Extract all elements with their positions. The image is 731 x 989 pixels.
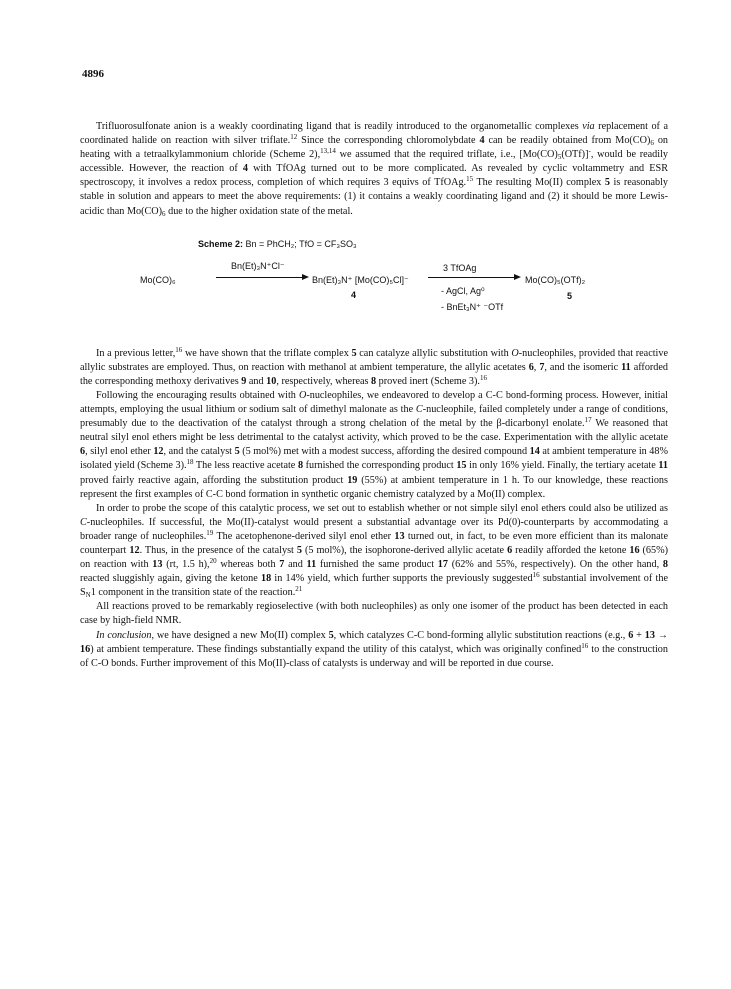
citation-ref: 12 bbox=[290, 133, 298, 142]
reactant-formula: Mo(CO)₆ bbox=[140, 274, 176, 285]
compound-number: 13 bbox=[394, 530, 405, 542]
text-span: furnished the same product bbox=[316, 559, 438, 571]
citation-ref: 20 bbox=[209, 557, 217, 566]
compound-number: 5 bbox=[604, 177, 610, 189]
text-span: (5 mol%) met with a modest success, affording the desired compound bbox=[239, 446, 530, 458]
text-span: (rt, 1.5 h), bbox=[162, 559, 210, 571]
text-span: (62% and 55%, respectively). On the other hand, bbox=[447, 559, 663, 571]
text-span: Following the encouraging results obtained with bbox=[96, 389, 299, 401]
text-span: with TfOAg turned out to be more complicated. As revealed by cyclic voltammetry and ESR spectroscopy, it involves a redox process, completion of which requires 3 equivs of TfOAg. bbox=[80, 163, 668, 189]
paragraph-3 bbox=[80, 389, 668, 502]
citation-ref: 16 bbox=[581, 641, 589, 650]
text-span: replacement of a coordinated halide on reaction with silver triflate. bbox=[80, 121, 668, 147]
text-span: , respectively, whereas bbox=[276, 375, 372, 387]
text-span: (65%) on reaction with bbox=[80, 544, 669, 571]
text-span: 1 component in the transition state of the reaction. bbox=[90, 587, 296, 599]
text-span: , and the isomeric bbox=[544, 361, 622, 373]
citation-ref: 18 bbox=[186, 458, 194, 467]
byproduct-2: - BnEt₃N⁺ ⁻OTf bbox=[441, 301, 504, 312]
citation-ref: 16 bbox=[479, 373, 487, 382]
compound-number: 12 bbox=[153, 446, 164, 458]
compound-number: 10 bbox=[266, 375, 277, 387]
scheme-title: Scheme 2: bbox=[198, 238, 244, 249]
text-span: In order to probe the scope of this catalytic process, we set out to establish whether or not simple silyl enol ethers could also be utilized as bbox=[96, 502, 668, 514]
subscript: 6 bbox=[650, 139, 654, 148]
compound-number: 8 bbox=[662, 559, 668, 571]
subscript: 6 bbox=[162, 209, 166, 218]
citation-ref: 21 bbox=[295, 585, 303, 594]
italic-text: C bbox=[80, 516, 87, 528]
text-span: afforded the corresponding methoxy derivatives bbox=[80, 361, 669, 387]
citation-ref: 15 bbox=[466, 175, 474, 184]
text-span: . Thus, in the presence of the catalyst bbox=[139, 544, 297, 556]
superscript: - bbox=[588, 147, 591, 156]
italic-text: O bbox=[511, 347, 519, 359]
text-span: Trifluorosulfonate anion is a weakly coordinating ligand that is readily introduced to the organometallic complexes bbox=[96, 121, 583, 132]
text-span: ) at ambient temperature. These findings substantially expand the utility of this catalyst, which was originally confined bbox=[90, 643, 582, 655]
text-span: we have shown that the triflate complex bbox=[182, 347, 352, 359]
text-span: proved inert (Scheme 3). bbox=[376, 375, 480, 387]
text-span: -nucleophiles. If successful, the Mo(II)-catalyst would present a substantial advantage over its Pd(0)-counterparts by accommodating a broader range of nucleophiles. bbox=[80, 516, 668, 542]
page-number: 4896 bbox=[82, 68, 104, 80]
compound-number: 8 bbox=[297, 460, 304, 472]
compound-number: 6 bbox=[507, 544, 513, 556]
compound-number: 9 bbox=[241, 375, 247, 387]
text-span: (55%) at ambient temperature in 1 h. To our knowledge, these reactions represent the first examples of C-C bond formation in synthetic organic chemistry catalyzed by a Mo(II) complex. bbox=[80, 474, 668, 500]
text-span: can be readily obtained from Mo(CO) bbox=[484, 135, 651, 147]
article-body bbox=[80, 120, 668, 671]
compound-number: 14 bbox=[529, 446, 540, 458]
product-formula: Mo(CO)₅(OTf)₂ bbox=[525, 274, 586, 285]
italic-text: C bbox=[415, 404, 423, 416]
text-span: at ambient temperature in 48% isolated yield (Scheme 3). bbox=[80, 446, 668, 472]
text-span: to the construction of C-O bonds. Further improvement of this Mo(II)-class of catalysts is underway and will be reported in due course. bbox=[80, 643, 668, 669]
compound-number: 13 bbox=[644, 629, 655, 641]
text-span: in only 16% yield. Finally, the tertiary acetate bbox=[466, 460, 659, 472]
compound-number: 6 bbox=[528, 361, 534, 373]
compound-number: 6 bbox=[628, 629, 634, 641]
paragraph-1 bbox=[80, 120, 668, 219]
text-span: readily afforded the ketone bbox=[512, 544, 630, 556]
text-span: , would be readily accessible. However, the reaction of bbox=[80, 149, 669, 175]
compound-number: 18 bbox=[260, 573, 272, 585]
compound-number: 15 bbox=[456, 460, 467, 472]
text-span: reacted sluggishly again, giving the ketone bbox=[80, 573, 261, 585]
compound-number: 5 bbox=[328, 629, 334, 641]
text-span: (5 mol%), the isophorone-derived allylic acetate bbox=[301, 544, 508, 556]
text-span: All reactions proved to be remarkably regioselective (with both nucleophiles) as only one isomer of the product has been detected in each case by high-field NMR. bbox=[80, 601, 668, 627]
compound-number: 11 bbox=[621, 361, 631, 373]
paragraph-4 bbox=[80, 502, 668, 601]
reaction-arrow-2 bbox=[428, 277, 515, 278]
compound-number: 16 bbox=[80, 643, 91, 655]
text-span: and bbox=[246, 375, 267, 387]
arrow-head-2 bbox=[514, 274, 521, 280]
text-span: substantial involvement of the S bbox=[80, 573, 668, 599]
text-span: -nucleophiles, we endeavored to develop a C-C bond-forming process. However, initial attempts, employing the usual lithium or sodium salt of dimethyl malonate as the bbox=[80, 389, 668, 416]
citation-ref: 19 bbox=[206, 528, 214, 537]
compound-number: 7 bbox=[539, 361, 545, 373]
arrow-head-1 bbox=[302, 274, 309, 280]
scheme-2 bbox=[80, 227, 668, 345]
text-span: , which catalyzes C-C bond-forming allylic substitution reactions (e.g., bbox=[333, 629, 629, 641]
product-label: 5 bbox=[567, 290, 573, 301]
compound-number: 5 bbox=[234, 446, 240, 458]
reagent-2: 3 TfOAg bbox=[443, 262, 477, 273]
italic-text: O bbox=[298, 389, 307, 401]
text-span: -nucleophiles, provided that reactive allylic substrates are employed. Thus, on reaction with methanol at ambient temperature, the allylic acetates bbox=[80, 347, 668, 373]
citation-ref: 16 bbox=[175, 345, 183, 354]
compound-number: 7 bbox=[279, 559, 285, 571]
scheme-definitions: Bn = PhCH₂; TfO = CF₃SO₃ bbox=[243, 238, 357, 249]
subscript: 5 bbox=[557, 153, 562, 162]
text-span: In a previous letter, bbox=[96, 347, 176, 359]
intermediate-formula: Bn(Et)₃N⁺ [Mo(CO)₅Cl]⁻ bbox=[312, 274, 409, 285]
text-span: , bbox=[533, 361, 540, 373]
citation-ref: 17 bbox=[584, 416, 592, 425]
text-span: turned out, in fact, to be even more efficient than its malonate counterpart bbox=[80, 530, 668, 556]
text-span: can catalyze allylic substitution with bbox=[356, 347, 512, 359]
text-span: + bbox=[633, 629, 645, 641]
text-span: The less reactive acetate bbox=[193, 460, 298, 472]
compound-number: 16 bbox=[629, 544, 640, 556]
reaction-arrow-1 bbox=[216, 277, 303, 278]
compound-number: 11 bbox=[658, 460, 668, 472]
text-span: The acetophenone-derived silyl enol ether bbox=[213, 530, 395, 542]
scheme-title-row bbox=[198, 237, 357, 251]
text-span: in 14% yield, which further supports the previously suggested bbox=[271, 573, 533, 585]
paragraph-5 bbox=[80, 600, 668, 628]
paragraph-6 bbox=[80, 629, 668, 671]
text-span: due to the higher oxidation state of the metal. bbox=[165, 205, 353, 217]
text-span: We reasoned that neutral silyl enol ethers might be less detrimental to the catalyst activity, which proved to be the case. Experimentation with the allylic acetate bbox=[80, 418, 668, 444]
text-span: proved fairly reactive again, affording the substitution product bbox=[80, 474, 348, 486]
text-span: , silyl enol ether bbox=[85, 446, 154, 458]
compound-number: 12 bbox=[129, 544, 140, 556]
italic-text: In conclusion bbox=[96, 629, 152, 641]
compound-number: 5 bbox=[296, 544, 302, 556]
text-span: -nucleophile, failed completely under a range of conditions, presumably due to the deactivation of the catalyst through a strong chelation of the metal by the β-dicarbonyl enolate. bbox=[80, 404, 668, 430]
text-span: whereas both bbox=[216, 559, 280, 571]
byproduct-1: - AgCl, Ag⁰ bbox=[441, 285, 485, 296]
intermediate-label: 4 bbox=[351, 289, 357, 300]
compound-number: 6 bbox=[80, 446, 86, 458]
compound-number: 11 bbox=[306, 559, 317, 571]
citation-ref: 16 bbox=[532, 571, 540, 580]
subscript: N bbox=[85, 591, 91, 600]
text-span: furnished the corresponding product bbox=[303, 460, 457, 472]
text-span: , and the catalyst bbox=[163, 446, 235, 458]
text-span: , we have designed a new Mo(II) complex bbox=[151, 629, 329, 641]
compound-number: 4 bbox=[479, 135, 485, 147]
compound-number: 8 bbox=[371, 375, 377, 387]
text-span: Since the corresponding chloromolybdate bbox=[297, 135, 480, 147]
paragraph-2 bbox=[80, 347, 668, 389]
compound-number: 5 bbox=[351, 347, 357, 359]
compound-number: 19 bbox=[347, 474, 358, 486]
text-span: on heating with a tetraalkylammonium chloride (Scheme 2), bbox=[80, 135, 669, 161]
text-span: we assumed that the required triflate, i.e., [Mo(CO) bbox=[335, 149, 558, 161]
text-span: The resulting Mo(II) complex bbox=[473, 177, 605, 189]
compound-number: 4 bbox=[242, 163, 249, 175]
compound-number: 17 bbox=[437, 559, 448, 571]
text-span: is reasonably stable in solution and appears to meet the above requirements: (1) it contains a weakly coordinating ligand and (2) it should be more Lewis-acidic than Mo(CO) bbox=[80, 177, 669, 217]
citation-ref: 13,14 bbox=[320, 147, 336, 156]
italic-text: via bbox=[582, 121, 595, 132]
text-span: and bbox=[284, 559, 307, 571]
compound-number: 13 bbox=[152, 559, 163, 571]
reagent-1: Bn(Et)₃N⁺Cl⁻ bbox=[231, 260, 285, 271]
text-span: → bbox=[654, 629, 669, 641]
text-span: (OTf)] bbox=[561, 149, 589, 161]
